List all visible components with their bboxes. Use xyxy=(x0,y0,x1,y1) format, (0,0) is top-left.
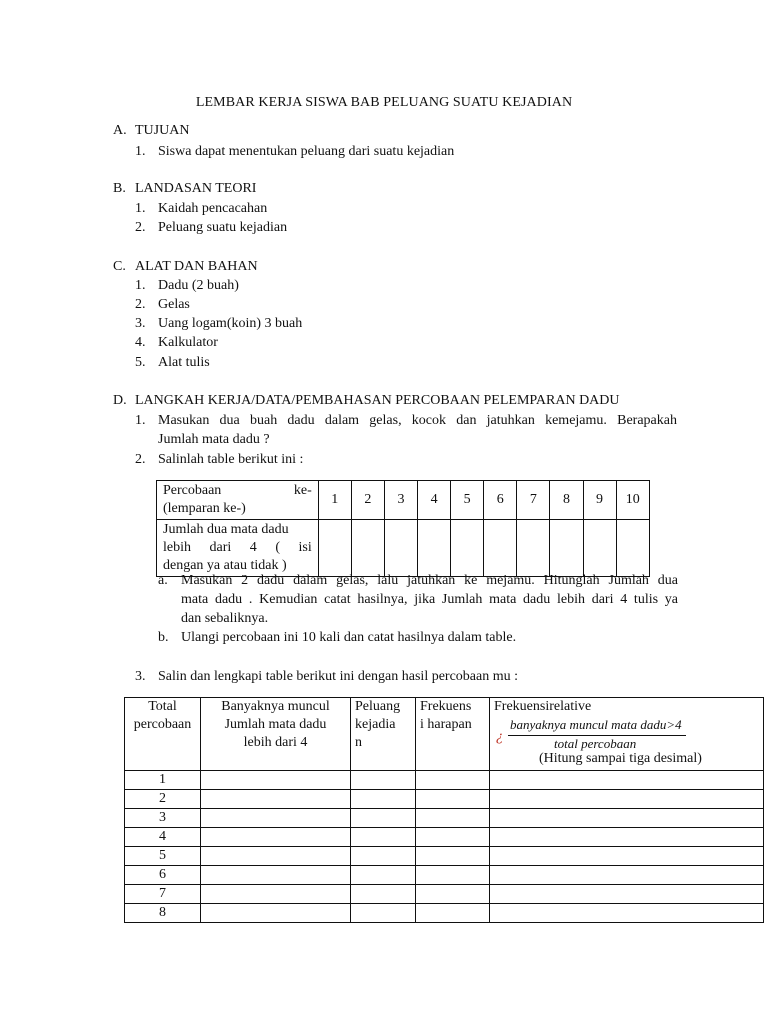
trial-col-header: 2 xyxy=(351,481,384,520)
trial-cell xyxy=(517,520,550,577)
table-row-number: 8 xyxy=(125,904,201,923)
trial-cell xyxy=(351,520,384,577)
section-b-heading: LANDASAN TEORI xyxy=(135,181,257,196)
step-3: Salin dan lengkapi table berikut ini dengan hasil percobaan mu : xyxy=(158,669,519,684)
table-row-number: 3 xyxy=(125,809,201,828)
trial-cell xyxy=(451,520,484,577)
list-number: 3. xyxy=(135,316,146,331)
step-2: Salinlah table berikut ini : xyxy=(158,452,304,467)
header-banyaknya-muncul: Banyaknya muncul Jumlah mata dadu lebih dari 4 xyxy=(201,698,351,771)
trial-cell xyxy=(616,520,649,577)
trial-col-header: 1 xyxy=(318,481,351,520)
trial-col-header: 8 xyxy=(550,481,583,520)
sub-step-letter: b. xyxy=(158,630,169,645)
list-number: 1. xyxy=(135,201,146,216)
trial-cell xyxy=(484,520,517,577)
formula-inverted-question-mark: ¿ xyxy=(496,730,503,745)
section-d-heading: LANGKAH KERJA/DATA/PEMBAHASAN PERCOBAAN PELEMPARAN DADU xyxy=(135,393,620,408)
list-number: 2. xyxy=(135,297,146,312)
table-row-number: 5 xyxy=(125,847,201,866)
trial-table-row1-label: Percobaan ke- (lemparan ke-) xyxy=(157,481,319,520)
section-b-letter: B. xyxy=(113,181,126,196)
trial-cell xyxy=(318,520,351,577)
list-item: Dadu (2 buah) xyxy=(158,278,239,293)
table-row-number: 6 xyxy=(125,866,201,885)
table-row-number: 2 xyxy=(125,790,201,809)
list-number: 2. xyxy=(135,452,146,467)
trial-col-header: 10 xyxy=(616,481,649,520)
page-title: LEMBAR KERJA SISWA BAB PELUANG SUATU KEJADIAN xyxy=(195,95,573,110)
results-table xyxy=(124,697,764,923)
trial-cell xyxy=(550,520,583,577)
step-1-line-2: Jumlah mata dadu ? xyxy=(158,432,270,447)
header-frekuensi-relative: Frekuensirelative ¿ banyaknya muncul mata dadu>4 total percobaan (Hitung sampai tiga desimal) xyxy=(490,698,764,771)
header-frekuensi-harapan: Frekuens i harapan xyxy=(416,698,490,771)
list-number: 1. xyxy=(135,413,146,428)
trial-table-row2-label: Jumlah dua mata dadu lebih dari 4 ( isi dengan ya atau tidak ) xyxy=(157,520,319,577)
sub-step-b: Ulangi percobaan ini 10 kali dan catat hasilnya dalam table. xyxy=(181,630,517,645)
list-number: 1. xyxy=(135,144,146,159)
list-item: Kaidah pencacahan xyxy=(158,201,268,216)
table-row-number: 1 xyxy=(125,771,201,790)
trial-col-header: 6 xyxy=(484,481,517,520)
sub-step-a-line-1: Masukan 2 dadu dalam gelas, lalu jatuhkan ke mejamu. Hitunglah Jumlah dua xyxy=(181,573,678,588)
header-total-percobaan: Total percobaan xyxy=(125,698,201,771)
list-item: Kalkulator xyxy=(158,335,218,350)
table-row-number: 7 xyxy=(125,885,201,904)
section-a-heading: TUJUAN xyxy=(135,123,190,138)
list-item: Alat tulis xyxy=(158,355,210,370)
sub-step-letter: a. xyxy=(158,573,168,588)
relative-frequency-formula xyxy=(494,716,759,750)
list-number: 5. xyxy=(135,355,146,370)
list-number: 3. xyxy=(135,669,146,684)
sub-step-a-line-3: dan sebaliknya. xyxy=(181,611,269,626)
trial-cell xyxy=(418,520,451,577)
header-peluang-kejadian: Peluang kejadia n xyxy=(351,698,416,771)
formula-numerator: banyaknya muncul mata dadu>4 xyxy=(508,716,686,736)
list-number: 2. xyxy=(135,220,146,235)
trial-cell xyxy=(583,520,616,577)
trial-col-header: 3 xyxy=(384,481,417,520)
section-d-letter: D. xyxy=(113,393,127,408)
list-item: Uang logam(koin) 3 buah xyxy=(158,316,303,331)
list-number: 1. xyxy=(135,278,146,293)
table-row-number: 4 xyxy=(125,828,201,847)
list-number: 4. xyxy=(135,335,146,350)
trial-table xyxy=(156,480,650,577)
step-1-line-1: Masukan dua buah dadu dalam gelas, kocok dan jatuhkan kemejamu. Berapakah xyxy=(158,413,677,428)
trial-col-header: 9 xyxy=(583,481,616,520)
section-a-letter: A. xyxy=(113,123,127,138)
section-c-letter: C. xyxy=(113,259,126,274)
trial-col-header: 5 xyxy=(451,481,484,520)
trial-col-header: 7 xyxy=(517,481,550,520)
formula-denominator: total percobaan xyxy=(554,736,637,751)
section-c-heading: ALAT DAN BAHAN xyxy=(135,259,258,274)
trial-cell xyxy=(384,520,417,577)
list-item: Gelas xyxy=(158,297,190,312)
sub-step-a-line-2: mata dadu . Kemudian catat hasilnya, jika Jumlah mata dadu lebih dari 4 tulis ya xyxy=(181,592,678,607)
list-item: Siswa dapat menentukan peluang dari suatu kejadian xyxy=(158,144,455,159)
trial-col-header: 4 xyxy=(418,481,451,520)
list-item: Peluang suatu kejadian xyxy=(158,220,288,235)
